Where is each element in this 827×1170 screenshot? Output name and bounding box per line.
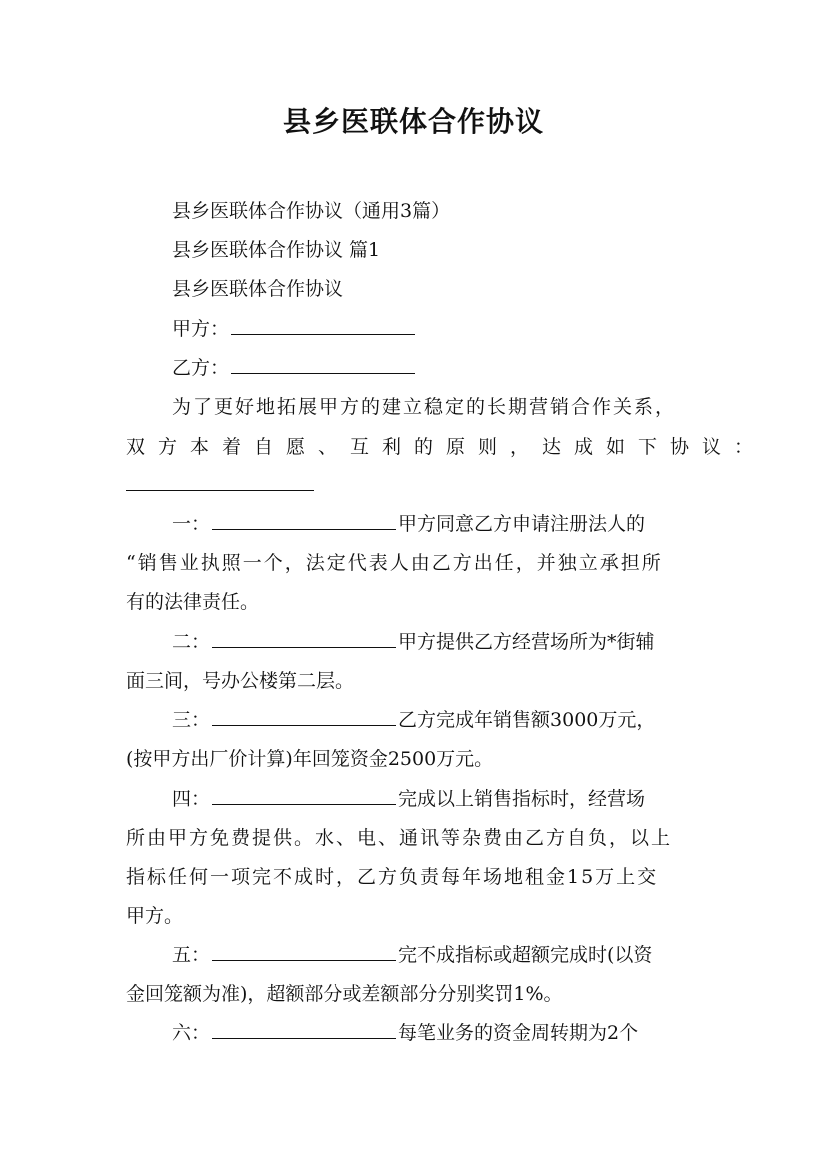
clause-4-label: 四： (172, 788, 211, 810)
clause-1-text: 甲方同意乙方申请注册法人的 (398, 513, 646, 535)
clause-4-line-2: 所由甲方免费提供。水、电、通讯等杂费由乙方自负，以上 (126, 827, 673, 849)
clause-4-line-3: 指标任何一项完不成时，乙方负责每年场地租金15万上交 (126, 866, 659, 888)
clause-2-blank (212, 629, 396, 648)
clause-1-line-1 (172, 511, 762, 537)
intro-line-1: 为了更好地拓展甲方的建立稳定的长期营销合作关系， (172, 396, 677, 418)
party-a-blank (231, 316, 415, 335)
clause-5-line-1 (172, 942, 762, 968)
section-heading: 县乡医联体合作协议 篇1 (172, 239, 381, 261)
intro-line-2: 双方本着自愿、互利的原则，达成如下协议： (126, 436, 767, 458)
subtitle-general: 县乡医联体合作协议（通用3篇） (172, 200, 451, 222)
clause-2-label: 二： (172, 631, 211, 653)
party-b-line (172, 355, 762, 381)
clause-2-line-2: 面三间，号办公楼第二层。 (126, 670, 355, 692)
clause-5-text: 完不成指标或超额完成时(以资 (398, 944, 653, 966)
clause-1-label: 一： (172, 513, 211, 535)
clause-6-line-1 (172, 1020, 762, 1046)
doc-name: 县乡医联体合作协议 (172, 278, 344, 300)
party-a-label: 甲方： (172, 318, 230, 340)
clause-4-line-4: 甲方。 (126, 905, 184, 927)
party-b-label: 乙方： (172, 357, 230, 379)
clause-2-text: 甲方提供乙方经营场所为*街辅 (398, 631, 655, 653)
clause-2-line-1 (172, 629, 762, 655)
party-b-blank (231, 355, 415, 374)
clause-4-text: 完成以上销售指标时，经营场 (398, 788, 646, 810)
clause-3-blank (212, 707, 396, 726)
clause-1-line-3: 有的法律责任。 (126, 591, 260, 613)
clause-5-label: 五： (172, 944, 211, 966)
clause-5-blank (212, 942, 396, 961)
clause-1-line-2: “销售业执照一个，法定代表人由乙方出任，并独立承担所 (126, 552, 663, 574)
intro-blank-line (126, 472, 716, 498)
clause-3-text: 乙方完成年销售额3000万元， (398, 709, 656, 731)
clause-4-line-1 (172, 786, 762, 812)
document-title: 县乡医联体合作协议 (282, 105, 544, 138)
clause-5-line-2: 金回笼额为准)，超额部分或差额部分分别奖罚1%。 (126, 983, 563, 1005)
clause-4-blank (212, 786, 396, 805)
clause-3-line-2: (按甲方出厂价计算)年回笼资金2500万元。 (126, 748, 494, 770)
clause-6-text: 每笔业务的资金周转期为2个 (398, 1022, 639, 1044)
clause-3-label: 三： (172, 709, 211, 731)
party-a-line (172, 316, 762, 342)
clause-1-blank (212, 511, 396, 530)
clause-3-line-1 (172, 707, 762, 733)
clause-6-label: 六： (172, 1022, 211, 1044)
clause-6-blank (212, 1020, 396, 1039)
intro-blank (126, 472, 314, 491)
